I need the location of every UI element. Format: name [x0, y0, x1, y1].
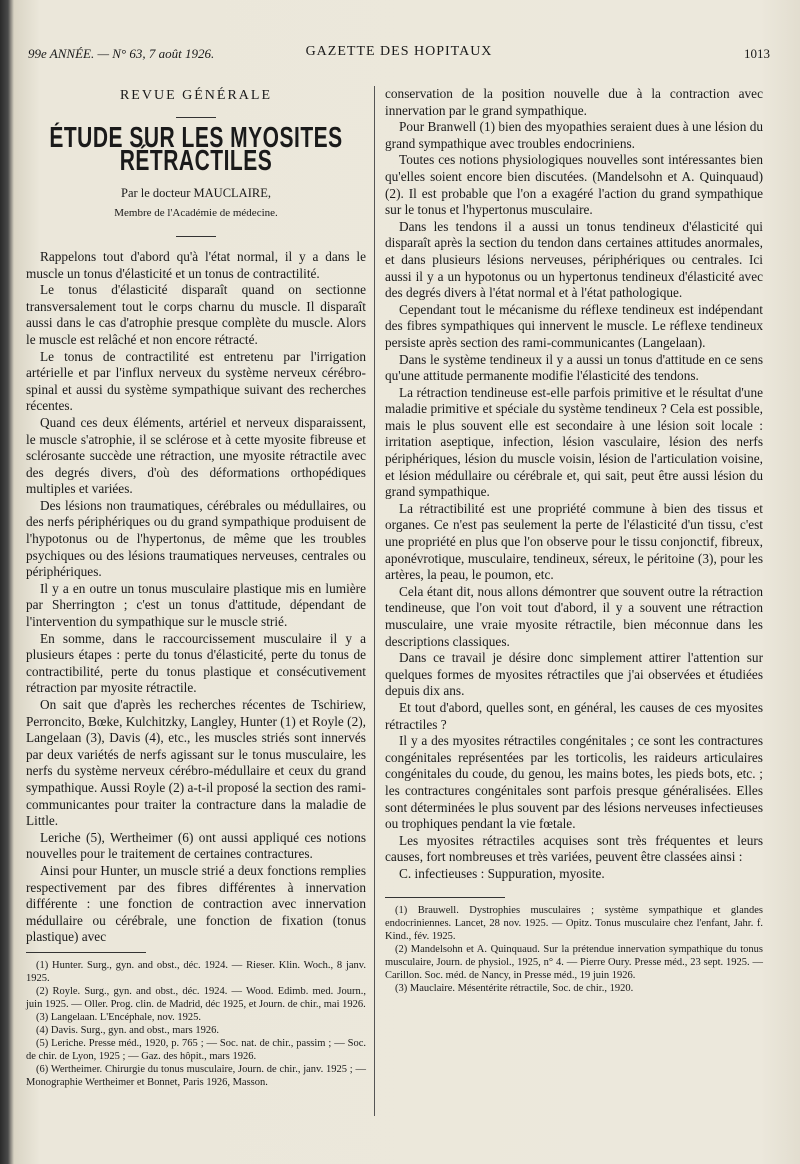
- left-footnotes: [26, 959, 366, 1089]
- paragraph: Il y a en outre un tonus musculaire plastique mis en lumière par Sherrington ; c'est un tonus d'attitude, dépendant de l'intervention du sympathique sur le muscle strié.: [26, 580, 366, 630]
- footnote: (3) Langelaan. L'Encéphale, nov. 1925.: [36, 1011, 202, 1023]
- footnote: (2) Royle. Surg., gyn. and obst., déc. 1924. — Wood. Edimb. med. Journ., juin 1925. — Oller. Prog. clin. de Madrid, déc 1925, et Journ. de chir., mai 1926.: [26, 985, 366, 1010]
- paragraph: C. infectieuses : Suppuration, myosite.: [399, 865, 605, 881]
- footnote: (1) Brauwell. Dystrophies musculaires ; système sympathique et glandes endocriniennes. Lancet, 28 nov. 1925. — Opitz. Tonus musculaire chez l'enfant, Jahr. f. Kind., fév. 1925.: [385, 904, 763, 942]
- footnote: (1) Hunter. Surg., gyn. and obst., déc. 1924. — Rieser. Klin. Woch., 8 janv. 1925.: [26, 959, 366, 984]
- paragraph: Il y a des myosites rétractiles congénitales ; ce sont les contractures congénitales représentées par les torticolis, les raideurs articulaires congénitales du coude, du genou, les mains botes, les pieds bots, etc. ; les contractures congénitales sont parfois presque généralisées. Elles sont déterminées le plus souvent par des lésions nerveuses infectieuses ou trophiques pendant la vie fœtale.: [385, 733, 763, 832]
- paragraph: Rappelons tout d'abord qu'à l'état normal, il y a dans le muscle un tonus d'élasticité et un tonus de contractilité.: [26, 248, 366, 281]
- footnote: (5) Leriche. Presse méd., 1920, p. 765 ; — Soc. nat. de chir., passim ; — Soc. de chir. de Lyon, 1925 ; — Gaz. des hôpit., mars 1926.: [26, 1037, 366, 1062]
- footnote: (4) Davis. Surg., gyn. and obst., mars 1926.: [36, 1024, 219, 1036]
- paragraph: On sait que d'après les recherches récentes de Tschiriew, Perroncito, Bœke, Kulchitzky, Langley, Hunter (1) et Royle (2), Langelaan (3), Davis (4), etc., les muscles striés sont innervés par deux variétés de nerfs agissant sur le tonus musculaire, les nerfs du système nerveux cérébro-médullaire et ceux du grand sympathique. Aussi Royle (2) a-t-il proposé la section des rami-communicantes pour traiter la contracture dans la maladie de Little.: [26, 697, 366, 829]
- paragraph: La rétractibilité est une propriété commune à bien des tissus et organes. Ce n'est pas seulement la perte de l'élasticité d'un tissu, c'est une propriété en plus que l'on observe pour le tissu conjonctif, fibreux, aponévrotique, musculaire, tendineux, séreux, le péritoine (3), pour les artères, la peau, le poumon, etc.: [385, 500, 763, 583]
- paragraph: Le tonus de contractilité est entretenu par l'irrigation artérielle et par l'influx nerveux du système nerveux cérébro-spinal et aussi du système sympathique suivant des recherches récentes.: [26, 348, 366, 414]
- paragraph: Cependant tout le mécanisme du réflexe tendineux est indépendant des fibres sympathiques qui innervent le muscle. Le réflexe tendineux persiste après section des rami-communicantes (Langelaan).: [385, 301, 763, 350]
- paragraph: La rétraction tendineuse est-elle parfois primitive et le résultat d'une maladie primitive et spéciale du système tendineux ? Cela est possible, mais le plus souvent elle est secondaire à une lésion soit locale : irritation aseptique, infection, lésion vasculaire, lésion des nerfs périphériques, lésion du muscle voisin, lésion de l'articulation voisine, et lésion médullaire ou cérébrale et, qui sait, peut être aussi lésion du grand sympathique.: [385, 384, 763, 500]
- paragraph: Des lésions non traumatiques, cérébrales ou médullaires, ou des nerfs périphériques ou du grand sympathique produisent de l'hypotonus ou de l'hypertonus, de même que les troubles psychiques ou des lésions traumatiques nerveuses, centrales ou périphériques.: [26, 497, 366, 580]
- page-header: [28, 42, 770, 66]
- issue-info: 99e ANNÉE. — N° 63, 7 août 1926.: [28, 46, 215, 61]
- article-title: ÉTUDE SUR LES MYOSITES RÉTRACTILES: [49, 122, 343, 176]
- left-column: [26, 86, 366, 1089]
- paragraph: Toutes ces notions physiologiques nouvelles sont intéressantes bien qu'elles soient encore bien discutées. (Mandelsohn et A. Quinquaud) (2). Il est probable que l'on a exagéré l'action du grand sympathique sur le tonus et l'hypertonus musculaire.: [385, 152, 763, 218]
- footnote: (2) Mandelsohn et A. Quinquaud. Sur la prétendue innervation sympathique du tonus musculaire, Journ. de physiol., 1925, n° 4. — Pierre Oury. Presse méd., 23 sept. 1925. — Carillon. Soc. méd. de Nancy, in Presse méd., 19 juin 1926.: [385, 943, 763, 981]
- page-number: 1013: [744, 46, 770, 61]
- right-column: [385, 86, 763, 995]
- title-rule: [176, 117, 216, 118]
- paragraph: Dans ce travail je désire donc simplement attirer l'attention sur quelques formes de myosites rétractiles que j'ai observées et étudiées depuis dix ans.: [385, 650, 763, 699]
- section-title: REVUE GÉNÉRALE: [119, 88, 273, 103]
- paragraph: Dans les tendons il a aussi un tonus tendineux d'élasticité qui disparaît après la section du tendon dans certaines attitudes anormales, et dans plusieurs lésions nerveuses, périphériques ou centrales. Ici aussi il y a un hypotonus ou un hypertonus tendineux d'élasticité avec des degrés divers à l'état normal et à l'état pathologique.: [385, 218, 763, 301]
- paragraph: Et tout d'abord, quelles sont, en général, les causes de ces myosites rétractiles ?: [385, 699, 763, 732]
- footnote-rule: [385, 897, 505, 898]
- right-body: [385, 86, 763, 883]
- paragraph: Ainsi pour Hunter, un muscle strié a deux fonctions remplies respectivement par des fibres différentes à innervation différente : une fonction de contraction avec innervation médullaire ou cérébrale, une fonction de fixation (tonus plastique) avec: [26, 862, 366, 945]
- paragraph: conservation de la position nouvelle due à la contraction avec innervation par le grand sympathique.: [385, 86, 763, 118]
- column-divider: [374, 86, 375, 1116]
- paragraph: Cela étant dit, nous allons démontrer que souvent outre la rétraction tendineuse, que l'on voit tout d'abord, il y a souvent une rétraction musculaire, une vraie myosite rétractile, bien méconnue dans les descriptions classiques.: [385, 583, 763, 649]
- journal-name: GAZETTE DES HOPITAUX: [305, 44, 493, 59]
- paragraph: Les myosites rétractiles acquises sont très fréquentes et leurs causes, fort nombreuses et très variées, peuvent être classées ainsi :: [385, 832, 763, 865]
- author: Par le docteur MAUCLAIRE,: [121, 185, 271, 200]
- footnote-rule: [26, 952, 146, 953]
- author-rule: [176, 236, 216, 237]
- paragraph: Le tonus d'élasticité disparaît quand on sectionne transversalement tout le corps charnu du muscle. Il disparaît aussi dans le cas d'atrophie presque complète du muscle. Alors le muscle est relâché et non encore rétracté.: [26, 282, 366, 347]
- paragraph: En somme, dans le raccourcissement musculaire il y a plusieurs étapes : perte du tonus d'élasticité, perte du tonus de contractibilité, perte du tonus plastique et consécutivement rétraction par myosite rétractile.: [26, 630, 366, 696]
- paragraph: Quand ces deux éléments, artériel et nerveux disparaissent, le muscle s'atrophie, il se sclérose et à cette myosite fibreuse et sclérosante succède une rétraction, une myosite rétractile avec des degrés divers, d'où des déformations orthopédiques multiples et variées.: [26, 414, 366, 497]
- paragraph: Dans le système tendineux il y a aussi un tonus d'attitude en ce sens qu'une attitude permanente modifie l'élasticité des tendons.: [385, 351, 763, 384]
- footnote: (3) Mauclaire. Mésentérite rétractile, Soc. de chir., 1920.: [395, 982, 634, 994]
- paragraph: Pour Branwell (1) bien des myopathies seraient dues à une lésion du grand sympathique avec troubles endocriniens.: [385, 119, 763, 151]
- footnote: (6) Wertheimer. Chirurgie du tonus musculaire, Journ. de chir., janv. 1925 ; — Monographie Wertheimer et Bonnet, Paris 1926, Masson.: [26, 1063, 366, 1088]
- paragraph: Leriche (5), Wertheimer (6) ont aussi appliqué ces notions nouvelles pour le traitement de certaines contractures.: [26, 829, 366, 862]
- left-body: [26, 249, 366, 946]
- right-footnotes: [385, 904, 763, 995]
- author-affiliation: Membre de l'Académie de médecine.: [114, 207, 278, 220]
